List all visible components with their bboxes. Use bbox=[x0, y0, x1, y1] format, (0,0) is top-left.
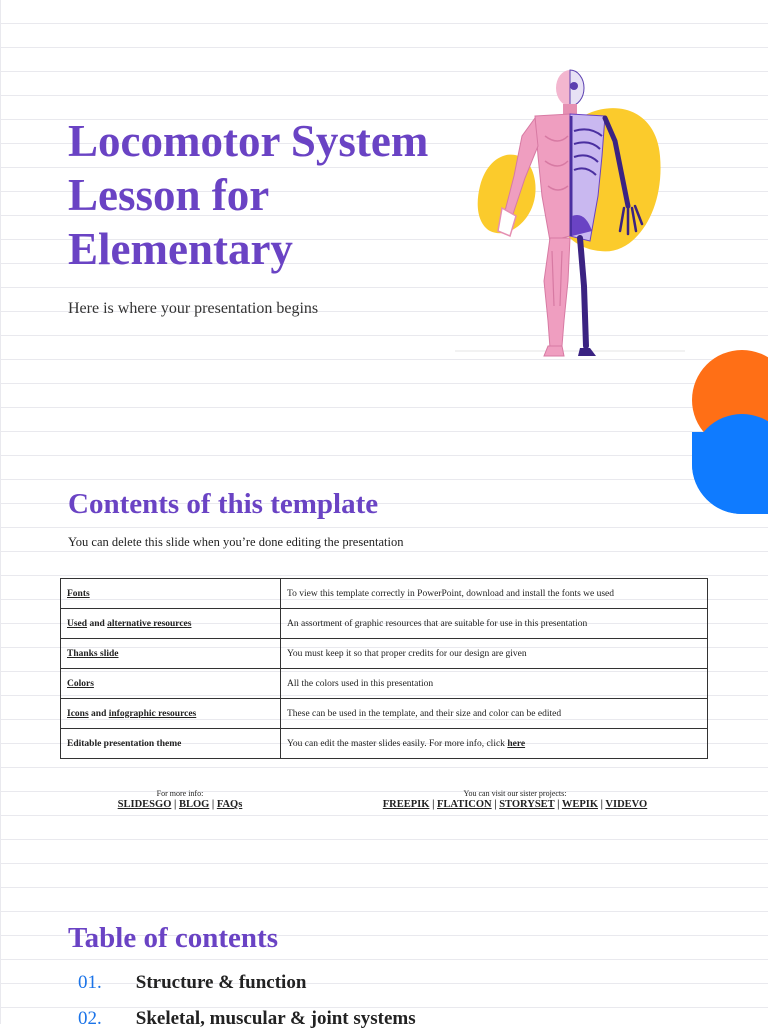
contents-row-name bbox=[61, 729, 281, 759]
human-anatomy-illustration bbox=[450, 66, 690, 366]
toc-item-number: 01. bbox=[78, 972, 102, 993]
contents-table bbox=[60, 578, 708, 759]
sister-projects-links bbox=[360, 799, 670, 810]
notebook-margin-line bbox=[0, 0, 1, 1024]
toc-item-number: 02. bbox=[78, 1008, 102, 1029]
more-info-links bbox=[100, 799, 260, 810]
contents-row-name bbox=[61, 609, 281, 639]
description-text: An assortment of graphic resources that are suitable for use in this presentation bbox=[287, 618, 588, 629]
link-separator: | bbox=[209, 799, 217, 810]
slide-subtitle: Here is where your presentation begins bbox=[68, 300, 319, 317]
description-text: To view this template correctly in PowerPoint, download and install the fonts we used bbox=[287, 588, 615, 599]
contents-heading: Contents of this template bbox=[68, 488, 379, 520]
description-text: You can edit the master slides easily. For more info, click bbox=[287, 738, 508, 749]
link-separator: | bbox=[171, 799, 179, 810]
link-separator: | bbox=[598, 799, 606, 810]
contents-row bbox=[61, 699, 708, 729]
contents-row-description bbox=[281, 639, 708, 669]
contents-row bbox=[61, 669, 708, 699]
toc-item[interactable] bbox=[78, 1008, 416, 1030]
contents-row bbox=[61, 639, 708, 669]
contents-row-name bbox=[61, 669, 281, 699]
link-separator: | bbox=[554, 799, 562, 810]
storyset-link[interactable]: STORYSET bbox=[499, 799, 555, 810]
contents-row-description bbox=[281, 579, 708, 609]
more-info-block bbox=[100, 789, 260, 810]
wepik-link[interactable]: WEPIK bbox=[561, 799, 599, 810]
resource-link[interactable]: infographic resources bbox=[108, 708, 197, 719]
contents-row-description bbox=[281, 609, 708, 639]
toc-item[interactable] bbox=[78, 972, 306, 994]
resource-link[interactable]: alternative resources bbox=[107, 618, 192, 629]
contents-description: You can delete this slide when you’re done editing the presentation bbox=[68, 535, 404, 549]
here-link[interactable]: here bbox=[507, 738, 526, 749]
description-text: These can be used in the template, and their size and color can be edited bbox=[287, 708, 562, 719]
contents-row-name bbox=[61, 639, 281, 669]
link-separator: | bbox=[429, 799, 437, 810]
toc-heading: Table of contents bbox=[68, 922, 278, 954]
connector-text: and bbox=[87, 618, 108, 629]
contents-row bbox=[61, 579, 708, 609]
contents-row-name bbox=[61, 699, 281, 729]
resource-link[interactable]: Colors bbox=[67, 678, 94, 689]
contents-row-description bbox=[281, 729, 708, 759]
description-text: You must keep it so that proper credits for our design are given bbox=[287, 648, 527, 659]
toc-item-label: Structure & function bbox=[135, 972, 307, 993]
resource-link[interactable]: Used bbox=[67, 618, 88, 629]
slide-title: Locomotor System Lesson for Elementary bbox=[68, 116, 429, 274]
resource-link[interactable]: Fonts bbox=[67, 588, 90, 599]
freepik-link[interactable]: FREEPIK bbox=[382, 799, 430, 810]
description-text: All the colors used in this presentation bbox=[287, 678, 434, 689]
contents-row bbox=[61, 609, 708, 639]
blog-link[interactable]: BLOG bbox=[178, 799, 210, 810]
flaticon-link[interactable]: FLATICON bbox=[437, 799, 492, 810]
connector-text: Editable presentation theme bbox=[67, 738, 182, 749]
contents-row-name bbox=[61, 579, 281, 609]
link-separator: | bbox=[491, 799, 500, 810]
more-info-label: For more info: bbox=[156, 789, 204, 798]
videvo-link[interactable]: VIDEVO bbox=[605, 799, 648, 810]
resource-link[interactable]: Icons bbox=[67, 708, 89, 719]
toc-item-label: Skeletal, muscular & joint systems bbox=[135, 1008, 416, 1029]
slidesgo-link[interactable]: SLIDESGO bbox=[117, 799, 172, 810]
contents-row-description bbox=[281, 699, 708, 729]
resource-link[interactable]: Thanks slide bbox=[67, 648, 119, 659]
connector-text: and bbox=[88, 708, 109, 719]
sister-projects-label: You can visit our sister projects: bbox=[463, 789, 567, 798]
contents-row bbox=[61, 729, 708, 759]
decorative-circles bbox=[692, 350, 768, 514]
faqs-link[interactable]: FAQs bbox=[216, 799, 243, 810]
contents-row-description bbox=[281, 669, 708, 699]
sister-projects-block bbox=[360, 789, 670, 810]
